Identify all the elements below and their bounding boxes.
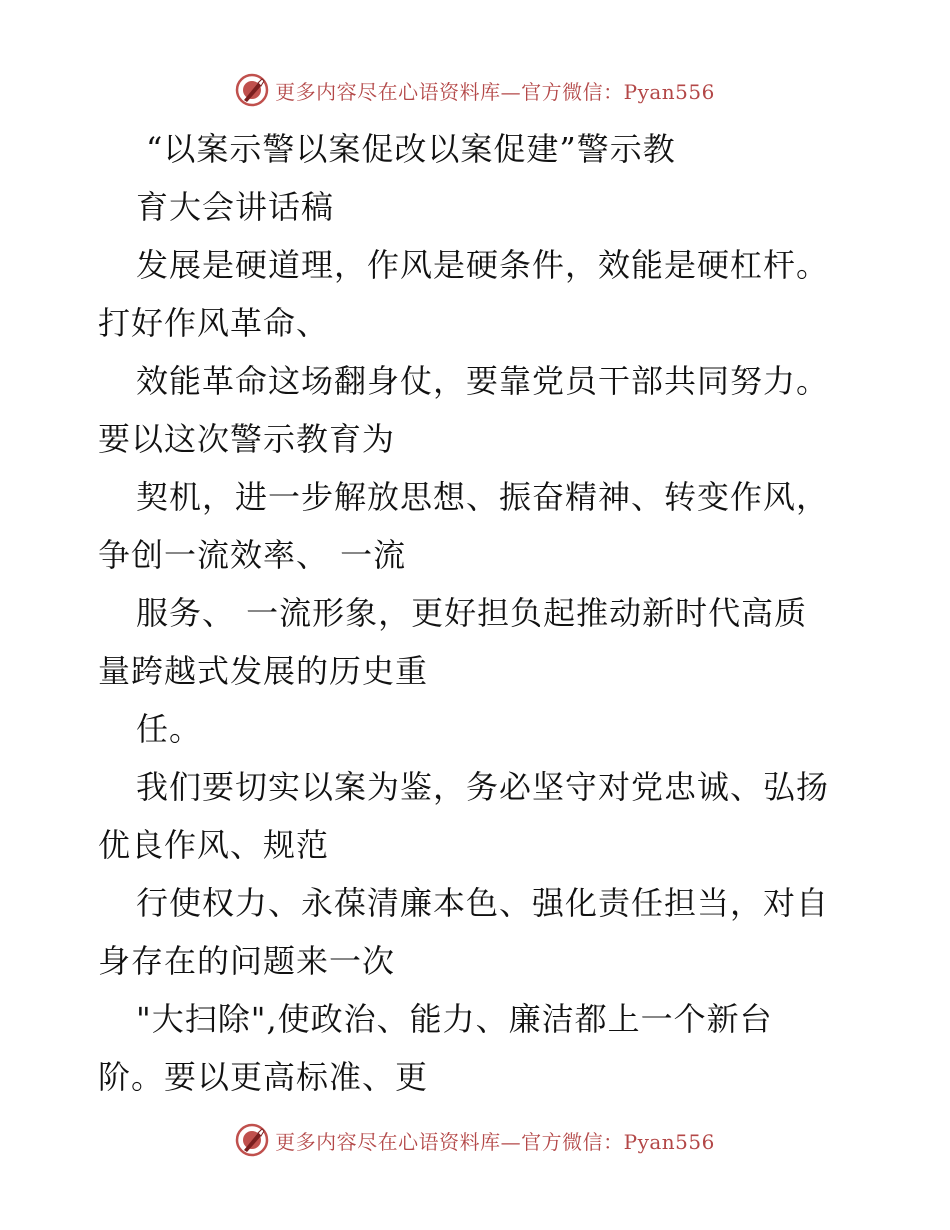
paragraph-line: 服务、 一流形象，更好担负起推动新时代高质 [136, 594, 808, 632]
paragraph-line: 契机，进一步解放思想、振奋精神、转变作风， [136, 478, 830, 516]
paragraph-line: 发展是硬道理，作风是硬条件，效能是硬杠杆。 [136, 246, 830, 284]
footer-banner [0, 1120, 950, 1160]
document-body [98, 120, 858, 1106]
paragraph-line: 身存在的问题来一次 [98, 942, 396, 980]
banner-text: 更多内容尽在心语资料库—官方微信：Pyan556 [275, 79, 715, 104]
paragraph-line: 优良作风、规范 [98, 826, 330, 864]
paragraph-line: 我们要切实以案为鉴，务必坚守对党忠诚、弘扬 [136, 768, 830, 806]
paragraph-line: 行使权力、永葆清廉本色、强化责任担当，对自 [136, 884, 830, 922]
paragraph-line: 打好作风革命、 [98, 304, 330, 342]
header-banner [0, 70, 950, 110]
paragraph-line: 要以这次警示教育为 [98, 420, 396, 458]
paragraph-line: 效能革命这场翻身仗，要靠党员干部共同努力。 [136, 362, 830, 400]
paragraph-line: 量跨越式发展的历史重 [98, 652, 429, 690]
doc-title-line-2: 育大会讲话稿 [136, 188, 335, 226]
paragraph-line: 阶。要以更高标准、更 [98, 1058, 429, 1096]
pen-logo-icon [235, 1123, 269, 1157]
pen-logo-icon [235, 73, 269, 107]
paragraph-line: "大扫除",使政治、能力、廉洁都上一个新台 [136, 1000, 773, 1038]
paragraph-line: 争创一流效率、 一流 [98, 536, 407, 574]
banner-text: 更多内容尽在心语资料库—官方微信：Pyan556 [275, 1129, 715, 1154]
paragraph-line: 任。 [136, 710, 203, 748]
doc-title-line-1: “以案示警以案促改以案促建”警示教 [146, 130, 676, 168]
